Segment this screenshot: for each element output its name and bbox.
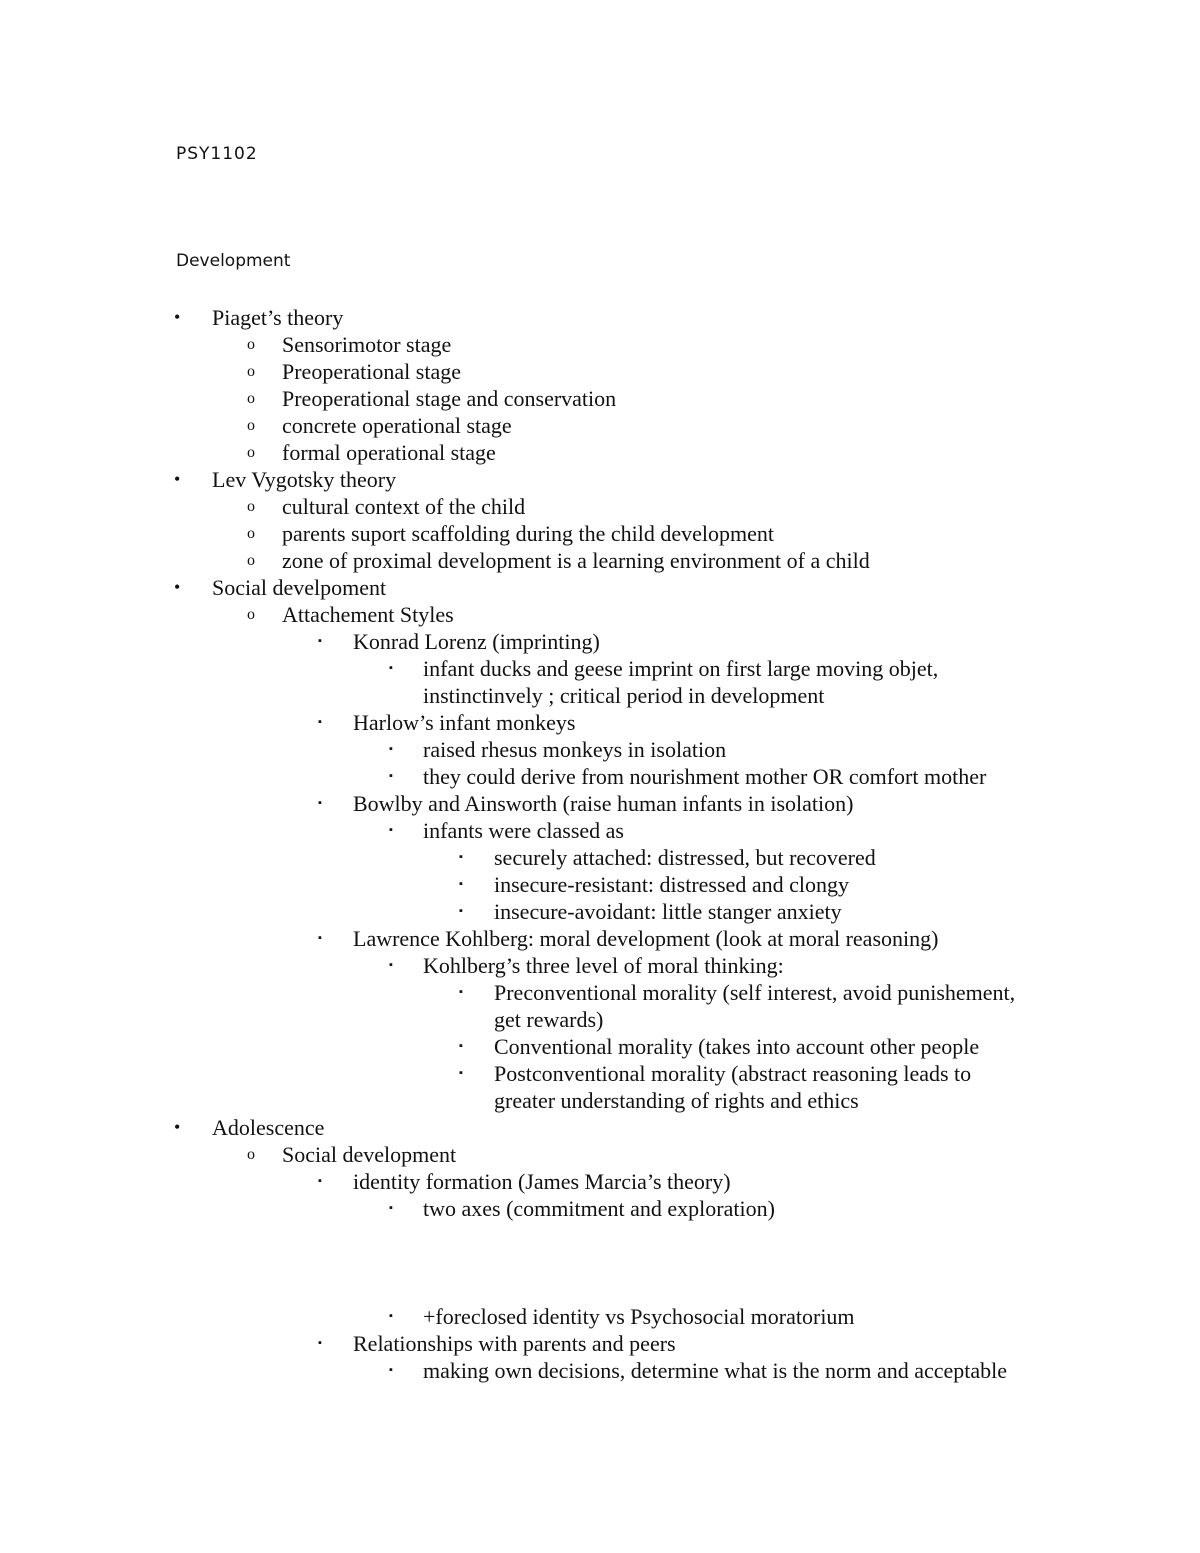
bullet-marker: ▪ — [389, 1364, 393, 1376]
list-item-level-2: Attachement Styles — [282, 602, 454, 627]
bullet-marker: ▪ — [389, 1202, 393, 1214]
bullet-marker: ▪ — [318, 635, 322, 647]
list-item-level-4: two axes (commitment and exploration) — [423, 1196, 775, 1221]
list-item-level-2: formal operational stage — [282, 440, 496, 465]
list-item-level-1: Lev Vygotsky theory — [212, 467, 397, 492]
bullet-marker: ▪ — [459, 878, 463, 890]
bullet-marker: ▪ — [389, 1310, 393, 1322]
list-item-level-2: Preoperational stage and conservation — [282, 386, 617, 411]
bullet-marker: ▪ — [459, 986, 463, 998]
bullet-marker: o — [247, 417, 255, 434]
list-item-level-4: infants were classed as — [423, 818, 624, 843]
bullet-marker: ▪ — [318, 797, 322, 809]
bullet-marker: • — [174, 307, 181, 327]
list-item-level-5: Postconventional morality (abstract reasoning leads to — [494, 1061, 972, 1086]
list-item-level-3: Lawrence Kohlberg: moral development (look at moral reasoning) — [353, 926, 939, 951]
list-item-level-1: Social develpoment — [212, 575, 387, 600]
list-item-level-4: infant ducks and geese imprint on first large moving objet, — [423, 656, 939, 681]
list-item-level-5: greater understanding of rights and ethics — [494, 1088, 859, 1113]
bullet-marker: o — [247, 444, 255, 461]
bullet-marker: ▪ — [389, 959, 393, 971]
bullet-marker: o — [247, 606, 255, 623]
list-item-level-3: Bowlby and Ainsworth (raise human infants in isolation) — [353, 791, 854, 816]
bullet-marker: o — [247, 336, 255, 353]
list-item-level-1: Piaget’s theory — [212, 305, 344, 330]
course-code: PSY1102 — [176, 144, 258, 164]
bullet-marker: o — [247, 525, 255, 542]
list-item-level-5: get rewards) — [494, 1007, 604, 1032]
bullet-marker: o — [247, 363, 255, 380]
bullet-marker: ▪ — [389, 770, 393, 782]
list-item-level-2: parents suport scaffolding during the child development — [282, 521, 775, 546]
bullet-marker: ▪ — [459, 1040, 463, 1052]
list-item-level-2: Social development — [282, 1142, 457, 1167]
list-item-level-2: Sensorimotor stage — [282, 332, 452, 357]
list-item-level-5: insecure-resistant: distressed and clongy — [494, 872, 849, 897]
bullet-marker: ▪ — [318, 1175, 322, 1187]
bullet-marker: ▪ — [318, 716, 322, 728]
bullet-marker: ▪ — [318, 1337, 322, 1349]
bullet-marker: o — [247, 552, 255, 569]
list-item-level-1: Adolescence — [212, 1115, 325, 1140]
bullet-marker: o — [247, 498, 255, 515]
bullet-marker: ▪ — [459, 1067, 463, 1079]
bullet-marker: ▪ — [459, 851, 463, 863]
list-item-level-3: identity formation (James Marcia’s theory) — [353, 1169, 731, 1194]
list-item-level-4: instinctinvely ; critical period in development — [423, 683, 825, 708]
bullet-marker: • — [174, 469, 181, 489]
list-item-level-5: Conventional morality (takes into account other people — [494, 1034, 980, 1059]
section-title: Development — [176, 251, 291, 271]
list-item-level-3: Konrad Lorenz (imprinting) — [353, 629, 600, 654]
list-item-level-4: +foreclosed identity vs Psychosocial moratorium — [423, 1304, 855, 1329]
list-item-level-5: Preconventional morality (self interest, avoid punishement, — [494, 980, 1016, 1005]
list-item-level-2: zone of proximal development is a learning environment of a child — [282, 548, 870, 573]
list-item-level-5: insecure-avoidant: little stanger anxiety — [494, 899, 842, 924]
bullet-marker: • — [174, 577, 181, 597]
bullet-marker: o — [247, 1146, 255, 1163]
bullet-marker: ▪ — [389, 662, 393, 674]
list-item-level-5: securely attached: distressed, but recovered — [494, 845, 876, 870]
list-item-level-2: concrete operational stage — [282, 413, 512, 438]
bullet-marker: ▪ — [459, 905, 463, 917]
bullet-marker: o — [247, 390, 255, 407]
list-item-level-2: Preoperational stage — [282, 359, 461, 384]
list-item-level-4: Kohlberg’s three level of moral thinking: — [423, 953, 784, 978]
list-item-level-4: making own decisions, determine what is the norm and acceptable — [423, 1358, 1008, 1383]
list-item-level-3: Harlow’s infant monkeys — [353, 710, 576, 735]
list-item-level-2: cultural context of the child — [282, 494, 526, 519]
bullet-marker: ▪ — [389, 743, 393, 755]
bullet-marker: ▪ — [389, 824, 393, 836]
list-item-level-4: raised rhesus monkeys in isolation — [423, 737, 727, 762]
list-item-level-4: they could derive from nourishment mother OR comfort mother — [423, 764, 987, 789]
bullet-marker: ▪ — [318, 932, 322, 944]
bullet-marker: • — [174, 1117, 181, 1137]
list-item-level-3: Relationships with parents and peers — [353, 1331, 676, 1356]
